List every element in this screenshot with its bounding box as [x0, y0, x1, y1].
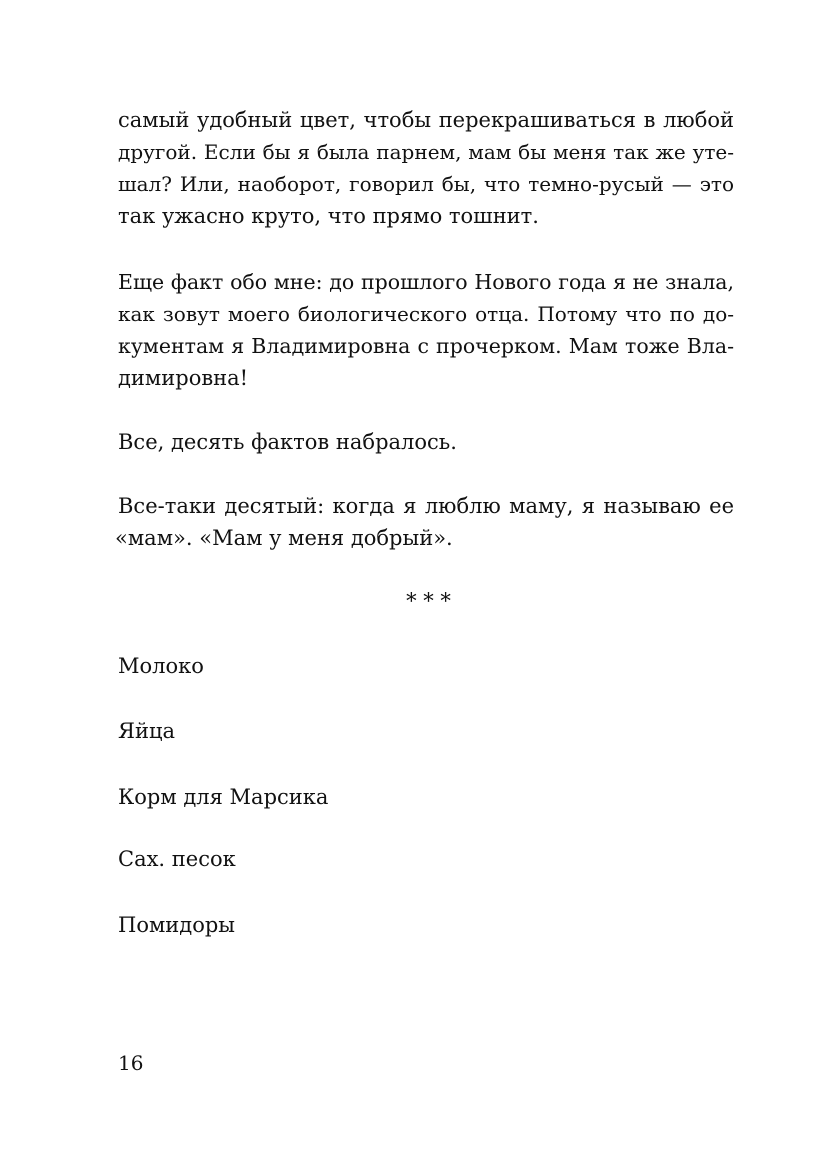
text-line: так ужасно круто, что прямо тошнит.	[118, 204, 539, 228]
paragraph	[118, 104, 734, 232]
asterism: * * *	[406, 589, 451, 613]
text-line: другой. Если бы я была парнем, мам бы меня так же уте-	[118, 140, 734, 164]
paragraph	[118, 266, 734, 394]
list-item: Помидоры	[118, 913, 236, 937]
paragraph	[115, 490, 734, 554]
text-line: Еще факт обо мне: до прошлого Нового года я не знала,	[118, 270, 734, 294]
text-line: самый удобный цвет, чтобы перекрашиваться в любой	[118, 108, 734, 132]
text-line: Все, десять фактов набралось.	[118, 430, 457, 454]
list-item: Яйца	[118, 719, 175, 743]
section-separator	[0, 587, 827, 615]
text-line: димировна!	[118, 366, 249, 390]
list-item: Корм для Марсика	[118, 785, 329, 809]
text-line: кументам я Владимировна с прочерком. Мам тоже Вла-	[118, 334, 734, 358]
text-line: шал? Или, наоборот, говорил бы, что темно-русый — это	[118, 172, 734, 196]
text-line: Все-таки десятый: когда я люблю маму, я называю ее	[118, 494, 734, 518]
list-item: Молоко	[118, 654, 204, 678]
page-number: 16	[118, 1051, 144, 1075]
text-line: «мам». «Мам у меня добрый».	[115, 526, 453, 550]
list-item: Сах. песок	[118, 847, 236, 871]
paragraph	[118, 426, 734, 458]
text-line: как зовут моего биологического отца. Потому что по до-	[118, 302, 734, 326]
